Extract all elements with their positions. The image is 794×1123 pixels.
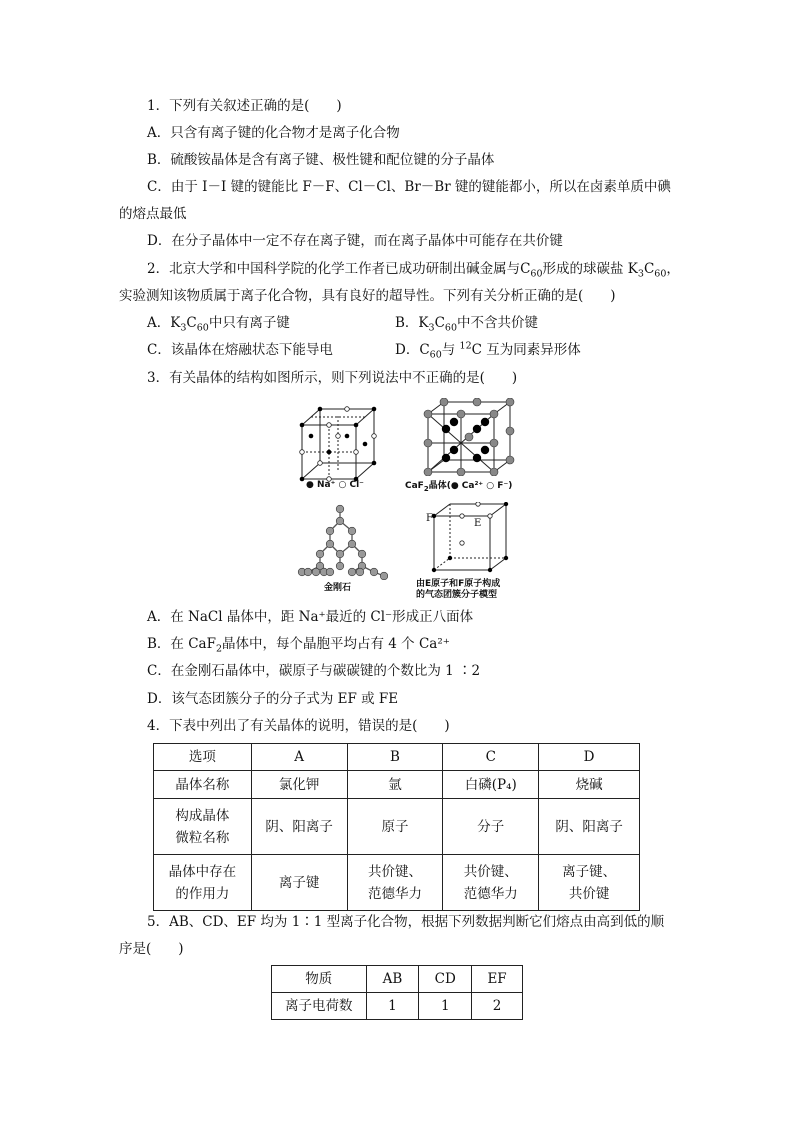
q5-table-cell: 2 (472, 993, 523, 1020)
q5-table-cell: 离子电荷数 (272, 993, 367, 1020)
q1-option-d: D．在分子晶体中一定不存在离子键，而在离子晶体中可能存在共价键 (147, 233, 563, 249)
q4-table-row (154, 744, 640, 771)
q1-option-c-line1: C．由于 I－I 键的键能比 F－F、Cl－Cl、Br－Br 键的键能都小，所以在卤素单质中碘 (147, 179, 671, 195)
q4-table-row (154, 855, 640, 911)
q4-stem: 4．下表中列出了有关晶体的说明，错误的是( ) (147, 718, 450, 734)
q4-table (153, 743, 640, 911)
q4-table-row (154, 799, 640, 855)
q5-table-row (272, 966, 523, 993)
q3-option-a: A．在 NaCl 晶体中，距 Na⁺最近的 Cl⁻形成正八面体 (147, 609, 474, 625)
q4-table-cell: 白磷(P₄) (443, 771, 539, 799)
q2-option-a: A．$K_3C_{60}$中只有离子键 (147, 315, 290, 334)
q1-stem: 1．下列有关叙述正确的是( ) (147, 98, 342, 114)
q3-option-c: C．在金刚石晶体中，碳原子与碳碳键的个数比为 1 ∶2 (147, 663, 481, 679)
q4-table-cell: B (347, 744, 443, 771)
q5-table-cell: AB (366, 966, 419, 993)
q4-table-cell: 阴、阳离子 (539, 799, 640, 855)
q2-stem-line2: 实验测知该物质属于离子化合物，具有良好的超导性。下列有关分析正确的是( ) (119, 288, 616, 304)
q4-table-cell: 晶体名称 (154, 771, 252, 799)
q4-table-cell: 晶体中存在 的作用力 (154, 855, 252, 911)
q4-table-cell: 烧碱 (539, 771, 640, 799)
q5-table-cell: EF (472, 966, 523, 993)
q5-table-cell: 1 (419, 993, 472, 1020)
nacl-caption: ● Na⁺ ○ Cl⁻ (306, 480, 364, 490)
q1-option-c-line2: 的熔点最低 (119, 206, 187, 222)
q4-table-cell: 原子 (347, 799, 443, 855)
nacl-crystal-figure (294, 405, 384, 485)
q4-table-cell: 构成晶体 微粒名称 (154, 799, 252, 855)
caf2-caption: CaF$_2$晶体(● Ca²⁺ ○ F⁻) (405, 481, 513, 493)
diamond-structure-figure (296, 504, 388, 580)
q4-table-cell: 选项 (154, 744, 252, 771)
caf2-crystal-figure (422, 398, 518, 476)
q5-table-cell: 1 (366, 993, 419, 1020)
ef-caption-line2: 的气态团簇分子模型 (416, 590, 498, 600)
ef-label-e: E (474, 518, 482, 529)
q4-table-cell: D (539, 744, 640, 771)
q2-option-c: C．该晶体在熔融状态下能导电 (147, 342, 333, 358)
q5-stem-line1: 5．AB、CD、EF 均为 1∶1 型离子化合物，根据下列数据判断它们熔点由高到低的顺 (147, 914, 665, 930)
ef-cluster-figure (422, 502, 512, 574)
q4-table-cell: 阴、阳离子 (251, 799, 347, 855)
q4-table-cell: 氯化钾 (251, 771, 347, 799)
q1-option-b: B．硫酸铵晶体是含有离子键、极性键和配位键的分子晶体 (147, 152, 495, 168)
q4-table-cell: 共价键、 范德华力 (347, 855, 443, 911)
q3-option-d: D．该气态团簇分子的分子式为 EF 或 FE (147, 691, 399, 707)
q4-table-row (154, 771, 640, 799)
q5-table-row (272, 993, 523, 1020)
q3-stem: 3．有关晶体的结构如图所示，则下列说法中不正确的是( ) (147, 370, 518, 386)
q4-table-cell: 离子键 (251, 855, 347, 911)
ef-caption-line1: 由E原子和F原子构成 (416, 579, 501, 589)
q4-table-cell: 共价键、 范德华力 (443, 855, 539, 911)
ef-label-f: F (426, 513, 433, 524)
q1-option-a: A．只含有离子键的化合物才是离子化合物 (147, 125, 400, 141)
q2-option-d: D．$C_{60}$与 $^{12}$C 互为同素异形体 (395, 340, 581, 361)
q4-table-cell: C (443, 744, 539, 771)
q4-table-cell: 氩 (347, 771, 443, 799)
diamond-caption: 金刚石 (324, 583, 352, 593)
q5-table-cell: 物质 (272, 966, 367, 993)
q4-table-cell: 离子键、 共价键 (539, 855, 640, 911)
q4-table-cell: 分子 (443, 799, 539, 855)
q4-table-cell: A (251, 744, 347, 771)
q5-table (271, 965, 523, 1020)
q2-stem-line1: 2．北京大学和中国科学院的化学工作者已成功研制出碱金属与$C_{60}$形成的球碳盐 $K_3C_{60}$， (147, 261, 680, 280)
q3-option-b: B．在 CaF$_2$晶体中，每个晶胞平均占有 4 个 Ca²⁺ (147, 636, 450, 655)
q5-stem-line2: 序是( ) (119, 941, 184, 957)
q5-table-cell: CD (419, 966, 472, 993)
q2-option-b: B．$K_3C_{60}$中不含共价键 (395, 315, 538, 334)
